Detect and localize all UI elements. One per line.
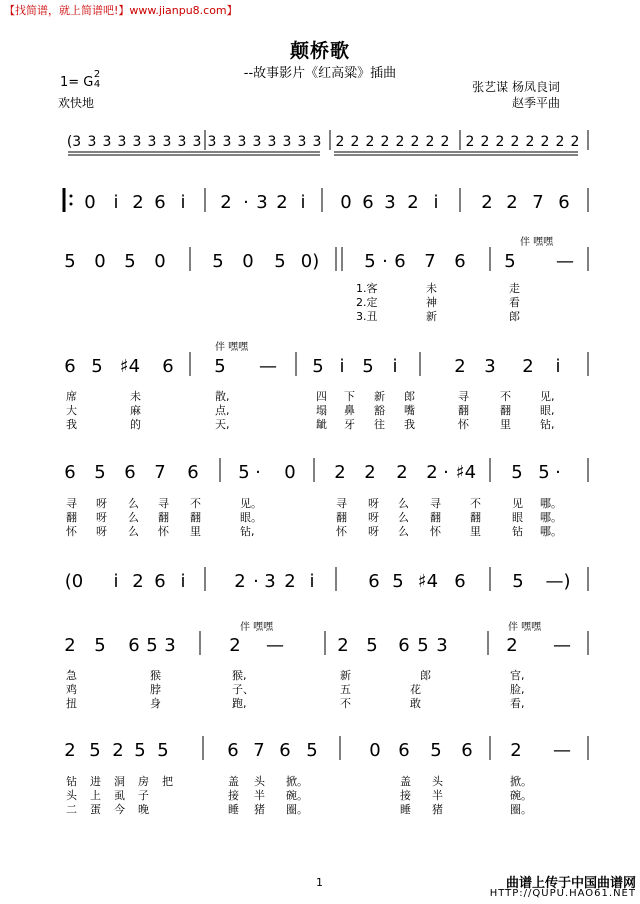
- lyric-8-4: 里: [190, 525, 201, 538]
- lyric-6-10: 不: [470, 497, 481, 510]
- note-5-12: ♯4: [417, 571, 439, 592]
- note-6-7: 2: [337, 635, 349, 656]
- lyric-7-12: 哪。: [540, 511, 562, 524]
- lyric-14-0: 二: [66, 803, 77, 816]
- note-4-9: 2: [364, 462, 376, 483]
- lyric-13-0: 头: [66, 789, 77, 802]
- note-7-6: 7: [253, 740, 265, 761]
- lyric-14-4: 睡: [228, 803, 239, 816]
- lyric-7-11: 眼: [512, 511, 523, 524]
- lyric-12-3: 房: [138, 775, 149, 788]
- lyric-11-3: 不: [340, 697, 351, 710]
- note-0-19: 2: [365, 134, 375, 150]
- note-6-11: 3: [436, 635, 448, 656]
- note-0-15: 3: [297, 134, 307, 150]
- note-0-18: 2: [350, 134, 360, 150]
- note-2-0: 5: [64, 251, 76, 272]
- note-0-3: 3: [117, 134, 127, 150]
- note-2-8: 5: [364, 251, 376, 272]
- note-4-7: 0: [284, 462, 296, 483]
- lyric-13-1: 上: [90, 789, 101, 802]
- note-0-10: 3: [222, 134, 232, 150]
- note-6-0: 2: [64, 635, 76, 656]
- lyric-12-1: 进: [90, 775, 101, 788]
- note-4-4: 6: [187, 462, 199, 483]
- note-4-1: 5: [94, 462, 106, 483]
- lyric-4-2: 点,: [215, 404, 230, 417]
- note-0-28: 2: [510, 134, 520, 150]
- lyric-3-2: 散,: [215, 390, 230, 403]
- lyric-5-3: 龇: [316, 418, 327, 431]
- note-4-14: 5: [511, 462, 523, 483]
- note-0-26: 2: [480, 134, 490, 150]
- note-0-22: 2: [410, 134, 420, 150]
- note-2-5: 0: [242, 251, 254, 272]
- lyric-8-10: 里: [470, 525, 481, 538]
- lyric-8-7: 呀: [368, 525, 379, 538]
- lyric-7-8: 么: [398, 511, 409, 524]
- lyric-9-3: 新: [340, 669, 351, 682]
- lyric-10-4: 花: [410, 683, 421, 696]
- chorus-mark-2: 伴 嘿嘿: [240, 622, 274, 633]
- lyric-3-8: 不: [500, 390, 511, 403]
- note-0-4: 3: [132, 134, 142, 150]
- note-0-25: 2: [465, 134, 475, 150]
- chorus-mark-0: 伴 嘿嘿: [520, 237, 554, 248]
- note-2-4: 5: [212, 251, 224, 272]
- note-3-12: 2: [522, 356, 534, 377]
- note-0-23: 2: [425, 134, 435, 150]
- note-5-15: —): [545, 571, 571, 592]
- note-6-2: 6: [128, 635, 140, 656]
- lyric-6-12: 哪。: [540, 497, 562, 510]
- note-3-5: —: [259, 356, 277, 377]
- lyric-13-3: 子: [138, 789, 149, 802]
- note-0-6: 3: [162, 134, 172, 150]
- lyric-7-9: 翻: [430, 511, 441, 524]
- lyric-1-1: 神: [426, 296, 437, 309]
- note-1-10: 0: [340, 192, 352, 213]
- note-4-13: ♯4: [455, 462, 477, 483]
- lyric-11-4: 敢: [410, 697, 421, 710]
- lyric-10-5: 脸,: [510, 683, 525, 696]
- lyric-11-2: 跑,: [232, 697, 247, 710]
- note-6-3: 5: [146, 635, 158, 656]
- lyric-13-7: 接: [400, 789, 411, 802]
- lyric-9-5: 官,: [510, 669, 525, 682]
- lyric-5-0: 我: [66, 418, 77, 431]
- note-3-1: 5: [91, 356, 103, 377]
- note-3-7: i: [339, 356, 345, 377]
- lyric-7-6: 翻: [336, 511, 347, 524]
- lyric-1-2: 看: [509, 296, 520, 309]
- lyric-6-0: 寻: [66, 497, 77, 510]
- lyric-6-7: 呀: [368, 497, 379, 510]
- lyric-12-4: 把: [162, 775, 173, 788]
- lyric-8-12: 哪。: [540, 525, 562, 538]
- note-0-7: 3: [177, 134, 187, 150]
- lyric-14-1: 蛋: [90, 803, 101, 816]
- repeat-dot-top: [70, 195, 73, 198]
- note-1-14: i: [433, 192, 439, 213]
- lyric-11-5: 看,: [510, 697, 525, 710]
- note-4-2: 6: [124, 462, 136, 483]
- note-1-1: i: [113, 192, 119, 213]
- lyric-4-9: 眼,: [540, 404, 555, 417]
- lyric-6-1: 呀: [96, 497, 107, 510]
- note-6-13: —: [553, 635, 571, 656]
- note-3-2: ♯4: [119, 356, 141, 377]
- lyric-6-6: 寻: [336, 497, 347, 510]
- note-5-10: 6: [368, 571, 380, 592]
- note-0-12: 3: [252, 134, 262, 150]
- lyric-11-1: 身: [150, 697, 161, 710]
- note-0-29: 2: [525, 134, 535, 150]
- lyric-4-6: 嘴: [404, 404, 415, 417]
- note-1-4: i: [180, 192, 186, 213]
- lyric-7-4: 翻: [190, 511, 201, 524]
- note-5-8: 2: [284, 571, 296, 592]
- lyric-0-1: 未: [426, 282, 437, 295]
- lyric-14-2: 今: [114, 803, 125, 816]
- lyric-8-11: 钻: [512, 525, 523, 538]
- lyric-13-4: 接: [228, 789, 239, 802]
- lyric-4-8: 翻: [500, 404, 511, 417]
- note-3-3: 6: [162, 356, 174, 377]
- lyric-7-7: 呀: [368, 511, 379, 524]
- lyric-8-3: 怀: [158, 525, 169, 538]
- note-4-12: ·: [443, 462, 449, 483]
- lyric-3-6: 郎: [404, 390, 415, 403]
- lyric-12-8: 盖: [400, 775, 411, 788]
- note-4-15: 5: [538, 462, 550, 483]
- note-4-0: 6: [64, 462, 76, 483]
- lyric-7-10: 翻: [470, 511, 481, 524]
- lyric-8-6: 怀: [336, 525, 347, 538]
- note-5-13: 6: [454, 571, 466, 592]
- footer-url: HTTP://QUPU.HAO61.NET: [489, 888, 636, 899]
- lyric-14-9: 圈。: [510, 803, 532, 816]
- note-4-5: 5: [238, 462, 250, 483]
- chorus-mark-3: 伴 嘿嘿: [508, 622, 542, 633]
- lyric-2-2: 郎: [509, 310, 520, 323]
- note-7-4: 5: [157, 740, 169, 761]
- lyric-12-7: 掀。: [286, 775, 308, 788]
- note-3-11: 3: [484, 356, 496, 377]
- lyric-8-8: 么: [398, 525, 409, 538]
- tempo-marking: 欢快地: [58, 96, 95, 110]
- note-1-12: 3: [384, 192, 396, 213]
- lyric-14-6: 圈。: [286, 803, 308, 816]
- note-5-11: 5: [392, 571, 404, 592]
- repeat-dot-bottom: [70, 203, 73, 206]
- meter-bottom: 4: [93, 79, 101, 90]
- song-subtitle: --故事影片《红高粱》插曲: [243, 66, 397, 81]
- note-5-0: (0: [64, 571, 84, 592]
- note-3-9: i: [392, 356, 398, 377]
- note-1-13: 2: [407, 192, 419, 213]
- chorus-mark-1: 伴 嘿嘿: [215, 342, 249, 353]
- note-1-11: 6: [362, 192, 374, 213]
- note-3-10: 2: [454, 356, 466, 377]
- note-3-4: 5: [214, 356, 226, 377]
- lyric-5-5: 往: [374, 418, 385, 431]
- note-3-8: 5: [362, 356, 374, 377]
- note-7-12: 6: [461, 740, 473, 761]
- note-0-20: 2: [380, 134, 390, 150]
- lyric-12-5: 盖: [228, 775, 239, 788]
- lyric-3-7: 寻: [458, 390, 469, 403]
- lyric-6-2: 么: [128, 497, 139, 510]
- lyric-8-2: 么: [128, 525, 139, 538]
- lyric-7-3: 翻: [158, 511, 169, 524]
- lyric-12-10: 掀。: [510, 775, 532, 788]
- note-6-1: 5: [94, 635, 106, 656]
- lyric-0-2: 走: [509, 282, 520, 295]
- note-5-14: 5: [512, 571, 524, 592]
- lyric-10-3: 五: [340, 683, 351, 696]
- note-7-11: 5: [430, 740, 442, 761]
- lyric-3-5: 新: [374, 390, 385, 403]
- note-0-8: 3: [192, 134, 202, 150]
- note-7-7: 6: [279, 740, 291, 761]
- note-0-31: 2: [555, 134, 565, 150]
- lyric-7-2: 么: [128, 511, 139, 524]
- note-7-10: 6: [398, 740, 410, 761]
- note-1-18: 6: [558, 192, 570, 213]
- lyric-7-5: 眼。: [240, 511, 262, 524]
- meter-top: 2: [93, 69, 101, 80]
- lyric-5-1: 的: [130, 418, 141, 431]
- note-4-16: ·: [555, 462, 561, 483]
- note-7-5: 6: [227, 740, 239, 761]
- note-0-5: 3: [147, 134, 157, 150]
- lyric-9-4: 郎: [420, 669, 431, 682]
- lyricist-credit: 张艺谋 杨凤良词: [472, 80, 560, 94]
- note-2-9: ·: [382, 251, 388, 272]
- note-2-7: 0): [300, 251, 320, 272]
- note-1-0: 0: [84, 192, 96, 213]
- lyric-13-2: 虱: [114, 789, 125, 802]
- lyric-5-2: 天,: [215, 418, 230, 431]
- lyric-8-0: 怀: [66, 525, 77, 538]
- lyric-12-0: 钻: [66, 775, 77, 788]
- lyric-4-1: 麻: [130, 404, 141, 417]
- footer-site-name: 曲谱上传于中国曲谱网: [505, 876, 636, 891]
- note-0-27: 2: [495, 134, 505, 150]
- note-2-12: 6: [454, 251, 466, 272]
- note-0-17: 2: [335, 134, 345, 150]
- note-7-2: 2: [112, 740, 124, 761]
- page-number: 1: [316, 876, 323, 889]
- note-4-6: ·: [255, 462, 261, 483]
- note-1-9: i: [300, 192, 306, 213]
- note-5-1: i: [113, 571, 119, 592]
- note-4-8: 2: [334, 462, 346, 483]
- note-6-12: 2: [506, 635, 518, 656]
- note-5-7: 3: [264, 571, 276, 592]
- note-0-16: 3: [312, 134, 322, 150]
- note-5-6: ·: [253, 571, 259, 592]
- lyric-13-8: 半: [432, 789, 443, 802]
- note-0-21: 2: [395, 134, 405, 150]
- note-7-1: 5: [89, 740, 101, 761]
- lyric-2-1: 新: [426, 310, 437, 323]
- note-3-6: 5: [312, 356, 324, 377]
- note-1-2: 2: [132, 192, 144, 213]
- lyric-3-0: 席: [66, 390, 77, 403]
- note-0-2: 3: [102, 134, 112, 150]
- lyric-9-1: 猴: [150, 669, 161, 682]
- note-3-13: i: [555, 356, 561, 377]
- lyric-12-6: 头: [254, 775, 265, 788]
- note-0-0: (3: [66, 134, 82, 150]
- site-banner: 【找简谱，就上简谱吧!】www.jianpu8.com】: [4, 4, 238, 17]
- note-7-0: 2: [64, 740, 76, 761]
- note-6-10: 5: [417, 635, 429, 656]
- lyric-2-0: 3.丑: [356, 310, 378, 323]
- note-0-24: 2: [440, 134, 450, 150]
- lyric-1-0: 2.定: [356, 296, 378, 309]
- lyric-3-9: 见,: [540, 390, 555, 403]
- note-7-14: —: [553, 740, 571, 761]
- lyric-5-4: 牙: [344, 418, 355, 431]
- note-7-9: 0: [369, 740, 381, 761]
- lyric-14-3: 晚: [138, 803, 149, 816]
- note-0-11: 3: [237, 134, 247, 150]
- note-6-4: 3: [164, 635, 176, 656]
- lyric-3-4: 下: [344, 390, 355, 403]
- note-2-13: 5: [504, 251, 516, 272]
- note-5-9: i: [309, 571, 315, 592]
- lyric-4-5: 豁: [374, 404, 385, 417]
- note-6-9: 6: [398, 635, 410, 656]
- note-5-5: 2: [234, 571, 246, 592]
- note-2-2: 5: [124, 251, 136, 272]
- song-title: 颠桥歌: [289, 40, 350, 62]
- lyric-10-1: 脖: [150, 683, 161, 696]
- lyric-9-0: 急: [66, 669, 77, 682]
- lyric-8-1: 呀: [96, 525, 107, 538]
- note-1-15: 2: [481, 192, 493, 213]
- lyric-6-9: 寻: [430, 497, 441, 510]
- lyric-3-1: 未: [130, 390, 141, 403]
- lyric-8-9: 怀: [430, 525, 441, 538]
- note-7-3: 5: [134, 740, 146, 761]
- lyric-5-8: 里: [500, 418, 511, 431]
- note-3-0: 6: [64, 356, 76, 377]
- note-6-6: —: [266, 635, 284, 656]
- lyric-14-5: 猪: [254, 803, 265, 816]
- lyric-12-9: 头: [432, 775, 443, 788]
- note-7-13: 2: [510, 740, 522, 761]
- lyric-4-3: 塌: [316, 404, 327, 417]
- lyric-5-9: 钻,: [540, 418, 555, 431]
- lyric-6-5: 见。: [240, 497, 262, 510]
- lyric-0-0: 1.客: [356, 282, 378, 295]
- lyric-4-7: 翻: [458, 404, 469, 417]
- lyric-8-5: 钻,: [240, 525, 255, 538]
- note-2-6: 5: [274, 251, 286, 272]
- note-1-3: 6: [154, 192, 166, 213]
- note-0-14: 3: [282, 134, 292, 150]
- note-2-1: 0: [94, 251, 106, 272]
- note-0-32: 2: [570, 134, 580, 150]
- lyric-6-11: 见: [512, 497, 523, 510]
- lyric-13-5: 半: [254, 789, 265, 802]
- lyric-13-6: 碗。: [286, 789, 308, 802]
- lyric-6-8: 么: [398, 497, 409, 510]
- note-1-6: ·: [243, 192, 249, 213]
- note-5-3: 6: [154, 571, 166, 592]
- note-1-8: 2: [276, 192, 288, 213]
- lyric-14-8: 猪: [432, 803, 443, 816]
- note-7-8: 5: [306, 740, 318, 761]
- note-0-1: 3: [87, 134, 97, 150]
- lyric-6-3: 寻: [158, 497, 169, 510]
- note-0-30: 2: [540, 134, 550, 150]
- lyric-10-2: 子、: [232, 683, 254, 696]
- note-2-11: 7: [424, 251, 436, 272]
- lyric-13-9: 碗。: [510, 789, 532, 802]
- note-1-7: 3: [256, 192, 268, 213]
- note-2-10: 6: [394, 251, 406, 272]
- lyric-4-4: 鼻: [344, 404, 355, 417]
- note-1-17: 7: [532, 192, 544, 213]
- lyric-5-6: 我: [404, 418, 415, 431]
- key-signature: 1= G: [60, 75, 94, 90]
- lyric-7-0: 翻: [66, 511, 77, 524]
- note-2-14: —: [556, 251, 574, 272]
- lyric-12-2: 洞: [114, 775, 125, 788]
- lyric-10-0: 鸡: [66, 683, 77, 696]
- note-4-10: 2: [396, 462, 408, 483]
- lyric-5-7: 怀: [458, 418, 469, 431]
- lyric-4-0: 大: [66, 404, 77, 417]
- note-5-4: i: [180, 571, 186, 592]
- composer-credit: 赵季平曲: [511, 96, 560, 110]
- lyric-7-1: 呀: [96, 511, 107, 524]
- note-4-11: 2: [426, 462, 438, 483]
- lyric-14-7: 睡: [400, 803, 411, 816]
- note-0-9: 3: [207, 134, 217, 150]
- lyric-11-0: 扭: [66, 697, 77, 710]
- lyric-3-3: 四: [316, 390, 327, 403]
- lyric-9-2: 猴,: [232, 669, 247, 682]
- note-2-3: 0: [154, 251, 166, 272]
- note-1-5: 2: [220, 192, 232, 213]
- note-6-5: 2: [229, 635, 241, 656]
- note-5-2: 2: [132, 571, 144, 592]
- note-4-3: 7: [154, 462, 166, 483]
- note-0-13: 3: [267, 134, 277, 150]
- note-1-16: 2: [506, 192, 518, 213]
- note-6-8: 5: [366, 635, 378, 656]
- lyric-6-4: 不: [190, 497, 201, 510]
